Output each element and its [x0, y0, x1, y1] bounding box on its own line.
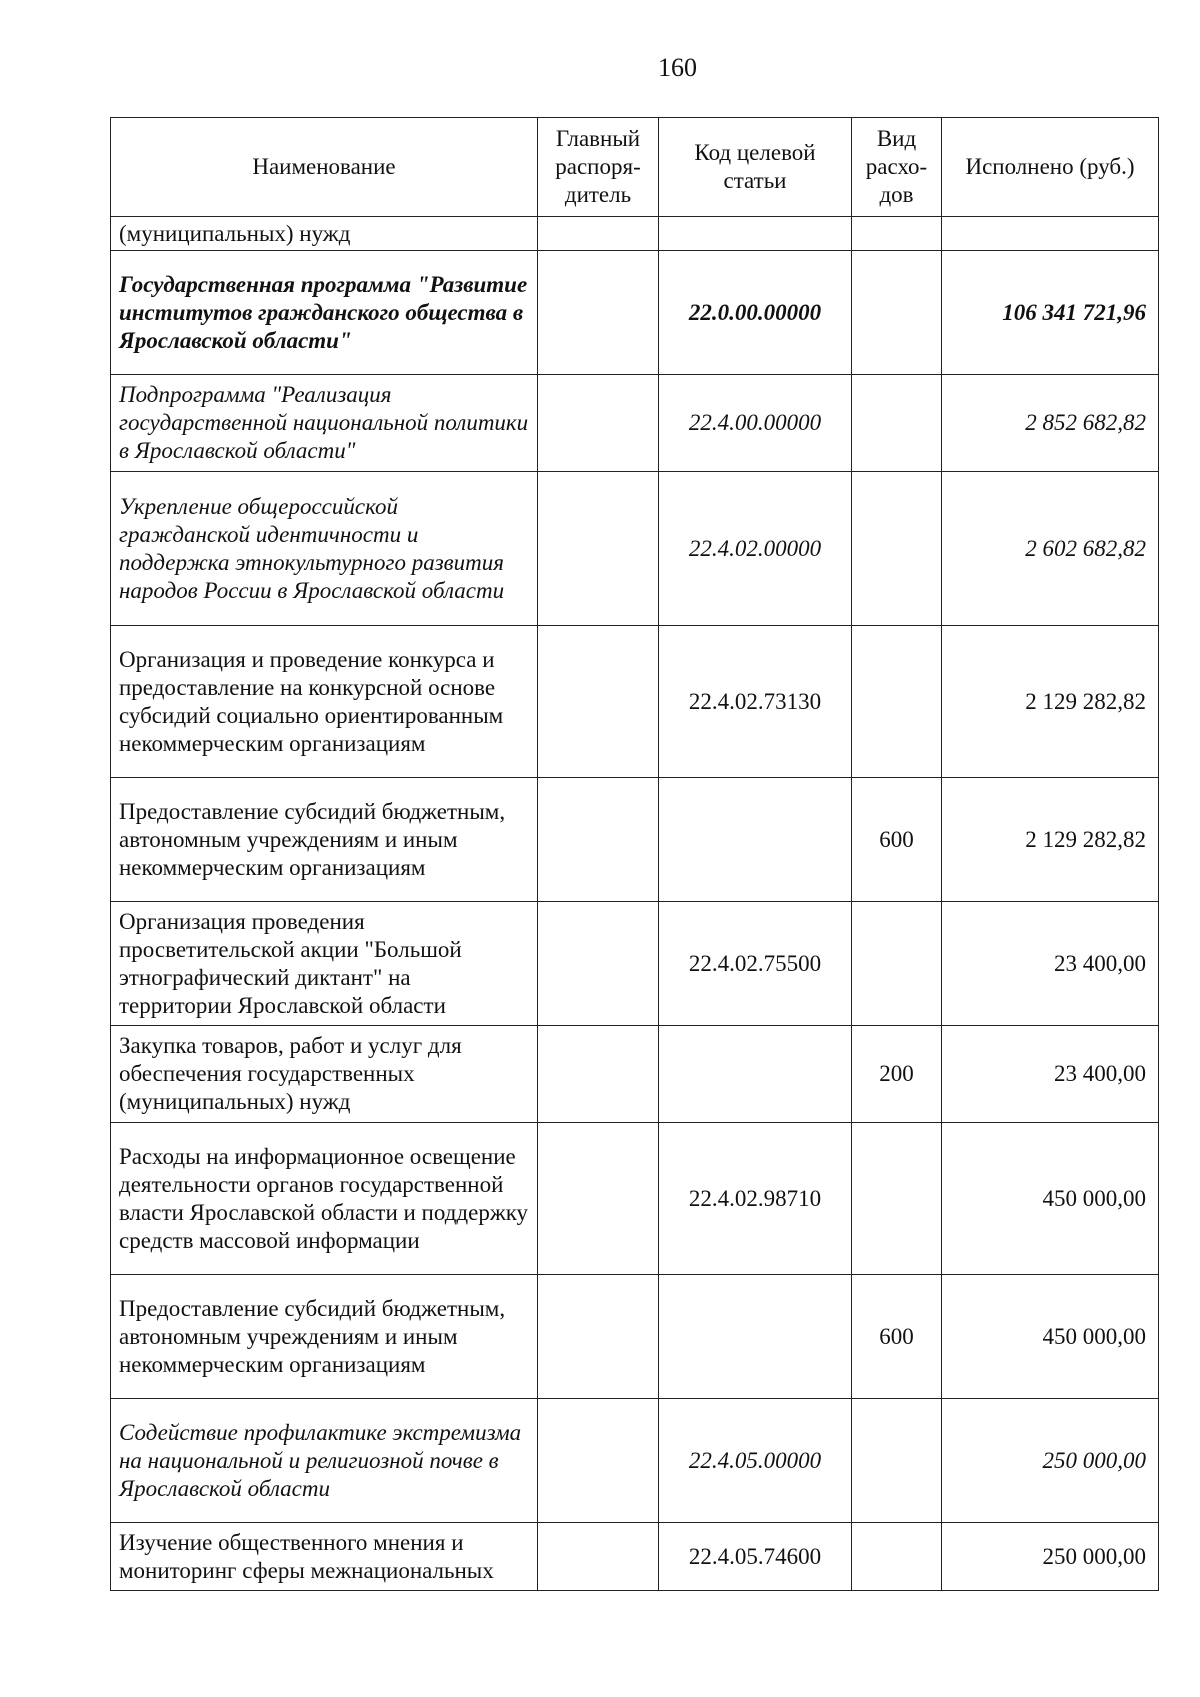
row-name: Государственная программа "Развитие институтов гражданского общества в Ярославской области": [111, 251, 538, 375]
row-code: 22.4.02.00000: [659, 472, 852, 626]
row-name: Организация проведения просветительской акции "Большой этнографический диктант" на территории Ярославской области: [111, 902, 538, 1026]
row-name: Укрепление общероссийской гражданской идентичности и поддержка этнокультурного развития народов России в Ярославской области: [111, 472, 538, 626]
row-kind: [852, 217, 942, 251]
budget-execution-table: [110, 117, 1159, 1591]
table-row: [111, 778, 1159, 902]
row-kind: [852, 1523, 942, 1591]
header-name: Наименование: [111, 118, 538, 217]
row-code: [659, 778, 852, 902]
row-manager: [538, 1399, 659, 1523]
row-code: [659, 1275, 852, 1399]
row-name: Расходы на информационное освещение деятельности органов государственной власти Ярославской области и поддержку средств массовой информации: [111, 1123, 538, 1275]
row-kind: 200: [852, 1026, 942, 1123]
table-row: [111, 375, 1159, 472]
header-kind: Вид расхо-дов: [852, 118, 942, 217]
row-kind: 600: [852, 778, 942, 902]
table-row: [111, 217, 1159, 251]
table-row: [111, 1275, 1159, 1399]
row-kind: [852, 902, 942, 1026]
row-sum: [942, 217, 1159, 251]
row-manager: [538, 778, 659, 902]
row-code: 22.0.00.00000: [659, 251, 852, 375]
table-header-row: [111, 118, 1159, 217]
header-code: Код целевой статьи: [659, 118, 852, 217]
row-kind: [852, 375, 942, 472]
row-code: 22.4.02.98710: [659, 1123, 852, 1275]
row-sum: 2 852 682,82: [942, 375, 1159, 472]
row-sum: 23 400,00: [942, 1026, 1159, 1123]
row-manager: [538, 1123, 659, 1275]
row-code: 22.4.00.00000: [659, 375, 852, 472]
row-manager: [538, 251, 659, 375]
row-name: Изучение общественного мнения и мониторинг сферы межнациональных: [111, 1523, 538, 1591]
row-name: Содействие профилактике экстремизма на национальной и религиозной почве в Ярославской области: [111, 1399, 538, 1523]
row-sum: 2 129 282,82: [942, 778, 1159, 902]
row-sum: 250 000,00: [942, 1523, 1159, 1591]
row-code: [659, 1026, 852, 1123]
row-sum: 23 400,00: [942, 902, 1159, 1026]
table-row: [111, 1026, 1159, 1123]
page-number: 160: [658, 53, 697, 82]
row-kind: [852, 1399, 942, 1523]
row-code: [659, 217, 852, 251]
row-sum: 250 000,00: [942, 1399, 1159, 1523]
row-manager: [538, 217, 659, 251]
table-row: [111, 472, 1159, 626]
row-name: Закупка товаров, работ и услуг для обеспечения государственных (муниципальных) нужд: [111, 1026, 538, 1123]
row-kind: [852, 626, 942, 778]
table-row: [111, 1123, 1159, 1275]
table-row: [111, 626, 1159, 778]
row-name: Подпрограмма "Реализация государственной национальной политики в Ярославской области": [111, 375, 538, 472]
row-name: (муниципальных) нужд: [111, 217, 538, 251]
row-kind: [852, 251, 942, 375]
row-manager: [538, 626, 659, 778]
row-kind: [852, 1123, 942, 1275]
row-manager: [538, 1275, 659, 1399]
header-sum: Исполнено (руб.): [942, 118, 1159, 217]
row-sum: 2 129 282,82: [942, 626, 1159, 778]
table-row: [111, 902, 1159, 1026]
row-manager: [538, 902, 659, 1026]
row-code: 22.4.02.73130: [659, 626, 852, 778]
row-manager: [538, 472, 659, 626]
row-code: 22.4.05.00000: [659, 1399, 852, 1523]
row-sum: 2 602 682,82: [942, 472, 1159, 626]
row-manager: [538, 375, 659, 472]
row-sum: 450 000,00: [942, 1123, 1159, 1275]
row-sum: 450 000,00: [942, 1275, 1159, 1399]
table-row: [111, 251, 1159, 375]
row-name: Предоставление субсидий бюджетным, автономным учреждениям и иным некоммерческим организациям: [111, 1275, 538, 1399]
row-code: 22.4.05.74600: [659, 1523, 852, 1591]
row-name: Предоставление субсидий бюджетным, автономным учреждениям и иным некоммерческим организациям: [111, 778, 538, 902]
row-manager: [538, 1026, 659, 1123]
table-row: [111, 1399, 1159, 1523]
row-sum: 106 341 721,96: [942, 251, 1159, 375]
row-code: 22.4.02.75500: [659, 902, 852, 1026]
table-row: [111, 1523, 1159, 1591]
row-kind: [852, 472, 942, 626]
row-name: Организация и проведение конкурса и предоставление на конкурсной основе субсидий социально ориентированным некоммерческим организациям: [111, 626, 538, 778]
header-manager: Главный распоря-дитель: [538, 118, 659, 217]
row-manager: [538, 1523, 659, 1591]
row-kind: 600: [852, 1275, 942, 1399]
